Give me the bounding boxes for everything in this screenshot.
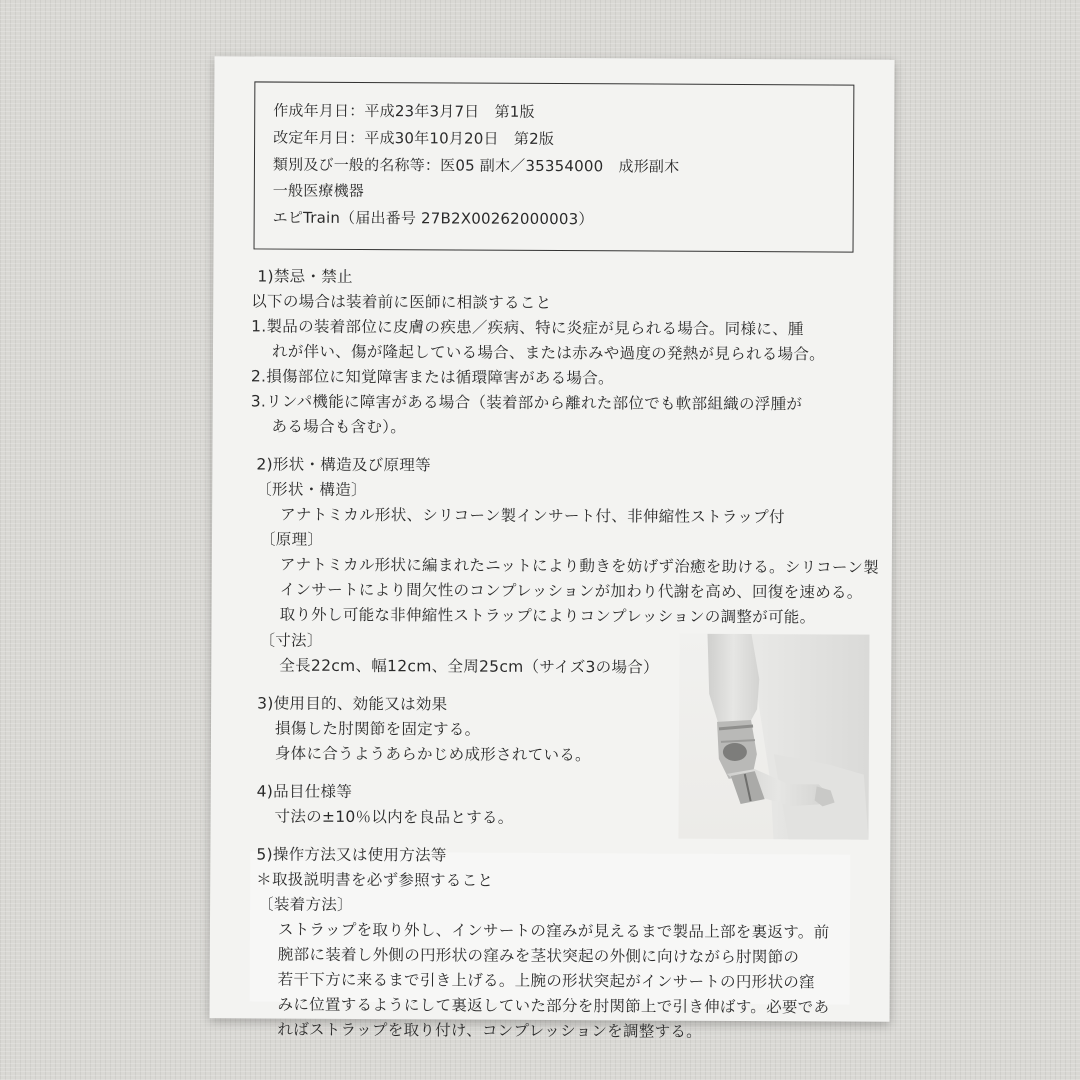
method-line: みに位置するようにして裏返していた部分を肘関節上で引き伸ばす。必要であ: [277, 995, 830, 1017]
section3-title: 3)使用目的、効能又は効果: [257, 694, 448, 714]
leaflet-body: [250, 264, 880, 1041]
shape-label: 〔形状・構造〕: [256, 480, 367, 500]
creation-date: 作成年月日：平成23年3月7日 第1版: [273, 101, 535, 121]
device-class: 一般医療機器: [272, 181, 365, 201]
elbow-support-photo: [678, 634, 869, 840]
method-line: ればストラップを取り付け、コンプレッションを調整する。: [277, 1020, 703, 1041]
section2-title: 2)形状・構造及び原理等: [256, 455, 431, 475]
section1-lead: 以下の場合は装着前に医師に相談すること: [251, 292, 552, 312]
section1-item-line: 2.損傷部位に知覚障害または循環障害がある場合。: [250, 367, 614, 388]
section1-item-line: 1.製品の装着部位に皮膚の疾患／疾病、特に炎症が見られる場合。同様に、腫: [251, 317, 804, 339]
method-line: 若干下方に来るまで引き上げる。上腕の形状突起がインサートの円形状の窪: [277, 970, 815, 992]
section4-title: 4)品目仕様等: [256, 782, 353, 801]
section5-note: ＊取扱説明書を必ず参照すること: [256, 870, 494, 890]
dimension-label: 〔寸法〕: [259, 631, 323, 650]
principle-line: 取り外し可能な非伸縮性ストラップによりコンプレッションの調整が可能。: [279, 605, 816, 627]
section1-title: 1)禁忌・禁止: [257, 267, 353, 286]
principle-line: アナトミカル形状に編まれたニットにより動きを妨げず治癒を助ける。シリコーン製: [279, 555, 880, 577]
product-name: エピTrain（届出番号 27B2X00262000003）: [272, 208, 594, 229]
section1-item-line: れが伴い、傷が隆起している場合、または赤みや過度の発熱が見られる場合。: [271, 342, 826, 364]
classification: 類別及び一般的名称等：医05 副木／35354000 成形副木: [272, 155, 680, 176]
section5-title: 5)操作方法又は使用方法等: [256, 845, 447, 865]
revision-date: 改定年月日：平成30年10月20日 第2版: [273, 128, 555, 148]
section1-item-line: 3.リンパ機能に障害がある場合（装着部から離れた部位でも軟部組織の浮腫が: [250, 392, 803, 414]
method-label: 〔装着方法〕: [258, 895, 353, 914]
section4-line: 寸法の±10％以内を良品とする。: [274, 807, 514, 827]
section3-line: 損傷した肘関節を固定する。: [274, 719, 481, 739]
instruction-leaflet: [209, 56, 894, 1041]
section1-item-line: ある場合も含む）。: [271, 417, 407, 437]
method-line: 腕部に装着し外側の円形状の窪みを茎状突起の外側に向けながら肘関節の: [277, 945, 800, 967]
document-info-box: [254, 81, 855, 252]
dimension-text: 全長22cm、幅12cm、全周25cm（サイズ3の場合）: [279, 656, 659, 677]
principle-line: インサートにより間欠性のコンプレッションが加わり代謝を高め、回復を速める。: [279, 580, 863, 602]
shape-text: アナトミカル形状、シリコーン製インサート付、非伸縮性ストラップ付: [280, 505, 785, 527]
section3-line: 身体に合うようあらかじめ成形されている。: [274, 744, 591, 765]
principle-label: 〔原理〕: [259, 530, 324, 549]
method-line: ストラップを取り外し、インサートの窪みが見えるまで製品上部を裏返す。前: [277, 920, 830, 942]
